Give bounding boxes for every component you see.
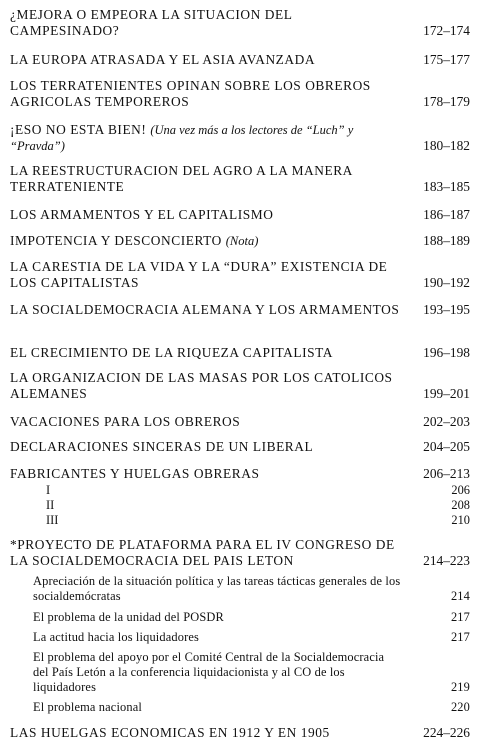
entry-pages: 193–195 xyxy=(423,302,470,317)
subentry-page: 217 xyxy=(450,630,470,644)
part-label: III xyxy=(46,513,59,527)
subentry-page: 214 xyxy=(450,589,470,603)
entry-title: LAS HUELGAS ECONOMICAS EN 1912 Y EN 1905 xyxy=(10,725,330,740)
entry-title: LA EUROPA ATRASADA Y EL ASIA AVANZADA xyxy=(10,52,316,67)
entry-title-main: ¡ESO NO ESTA BIEN! xyxy=(10,122,147,137)
entry-title xyxy=(10,233,402,249)
entry-pages: 175–177 xyxy=(423,52,470,67)
toc-entry xyxy=(10,122,470,154)
subentry-page: 220 xyxy=(450,700,470,714)
entry-pages: 186–187 xyxy=(423,207,470,222)
toc-subentry xyxy=(33,574,470,604)
toc-entry xyxy=(10,302,470,318)
entry-title: LA ORGANIZACION DE LAS MASAS POR LOS CATOLICOS ALEMANES xyxy=(10,370,393,401)
toc-entry xyxy=(10,466,470,482)
entry-title: LOS TERRATENIENTES OPINAN SOBRE LOS OBREROS AGRICOLAS TEMPOREROS xyxy=(10,78,371,109)
toc-entry xyxy=(10,537,470,569)
entry-pages: 190–192 xyxy=(423,275,470,290)
toc-subentry xyxy=(33,650,470,695)
entry-pages: 224–226 xyxy=(423,725,470,740)
subentry-page: 217 xyxy=(450,610,470,624)
entry-pages: 204–205 xyxy=(423,439,470,454)
entry-pages: 196–198 xyxy=(423,345,470,360)
part-label: II xyxy=(46,498,55,512)
entry-title: LA SOCIALDEMOCRACIA ALEMANA Y LOS ARMAMENTOS xyxy=(10,302,400,317)
toc-part xyxy=(46,483,470,498)
subentry-title: El problema nacional xyxy=(33,700,142,714)
subentry-page: 219 xyxy=(450,680,470,694)
entry-title: ¿MEJORA O EMPEORA LA SITUACION DEL CAMPESINADO? xyxy=(10,7,292,38)
entry-title: VACACIONES PARA LOS OBREROS xyxy=(10,414,241,429)
entry-title xyxy=(10,122,402,154)
entry-title: DECLARACIONES SINCERAS DE UN LIBERAL xyxy=(10,439,314,454)
entry-title: *PROYECTO DE PLATAFORMA PARA EL IV CONGRESO DE LA SOCIALDEMOCRACIA DEL PAIS LETON xyxy=(10,537,395,568)
entry-pages: 214–223 xyxy=(423,553,470,568)
toc-subentry xyxy=(33,630,470,645)
toc-entry xyxy=(10,207,470,223)
toc-entry xyxy=(10,725,470,741)
toc-entry xyxy=(10,370,470,402)
part-label: I xyxy=(46,483,51,497)
toc-subentry xyxy=(33,610,470,625)
toc-entry xyxy=(10,163,470,195)
toc-subentry xyxy=(33,700,470,715)
subentry-title: El problema del apoyo por el Comité Central de la Socialdemocracia del País Letón a la conferencia liquidacionista y al CO de los liquidadores xyxy=(33,650,385,694)
entry-pages: 172–174 xyxy=(423,23,470,38)
toc-entry xyxy=(10,52,470,68)
entry-pages: 202–203 xyxy=(423,414,470,429)
entry-pages: 180–182 xyxy=(423,138,470,153)
subentry-title: El problema de la unidad del POSDR xyxy=(33,610,224,624)
subentry-title: La actitud hacia los liquidadores xyxy=(33,630,199,644)
part-page: 210 xyxy=(451,513,470,527)
toc-entry xyxy=(10,345,470,361)
toc-entry xyxy=(10,233,470,249)
toc-entry xyxy=(10,78,470,110)
part-page: 208 xyxy=(451,498,470,512)
toc-entry xyxy=(10,439,470,455)
toc-entry xyxy=(10,259,470,291)
entry-title-note: (Nota) xyxy=(225,234,259,248)
entry-pages: 178–179 xyxy=(423,94,470,109)
entry-pages: 188–189 xyxy=(423,233,470,248)
toc-entry xyxy=(10,414,470,430)
entry-title-note: (Una vez más a los lectores de “Luch” y “Pravda”) xyxy=(10,123,354,153)
entry-title: FABRICANTES Y HUELGAS OBRERAS xyxy=(10,466,260,481)
entry-pages: 183–185 xyxy=(423,179,470,194)
entry-title: LA CARESTIA DE LA VIDA Y LA “DURA” EXISTENCIA DE LOS CAPITALISTAS xyxy=(10,259,388,290)
entry-title-main: IMPOTENCIA Y DESCONCIERTO xyxy=(10,233,222,248)
toc-entry xyxy=(10,7,470,39)
toc-part xyxy=(46,498,470,513)
entry-title: LA REESTRUCTURACION DEL AGRO A LA MANERA TERRATENIENTE xyxy=(10,163,353,194)
part-page: 206 xyxy=(451,483,470,497)
subentry-title: Apreciación de la situación política y las tareas tácticas generales de los socialdemócratas xyxy=(33,574,401,603)
entry-pages: 206–213 xyxy=(423,466,470,481)
entry-title: EL CRECIMIENTO DE LA RIQUEZA CAPITALISTA xyxy=(10,345,333,360)
toc-part xyxy=(46,513,470,528)
entry-title: LOS ARMAMENTOS Y EL CAPITALISMO xyxy=(10,207,274,222)
entry-pages: 199–201 xyxy=(423,386,470,401)
